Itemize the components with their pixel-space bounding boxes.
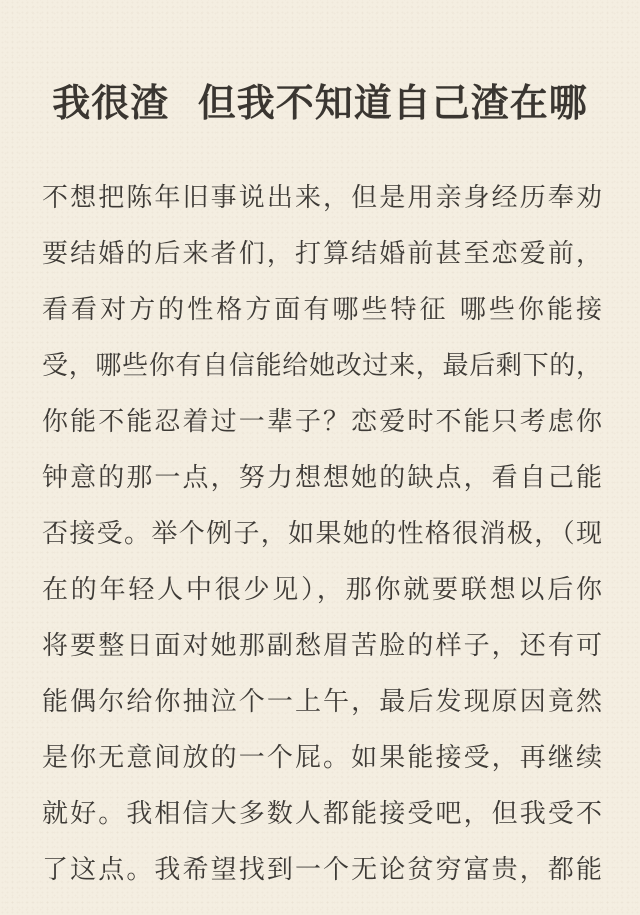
body-line: 了这点。我希望找到一个无论贫穷富贵，都能 (42, 855, 602, 885)
body-line: 看看对方的性格方面有哪些特征 哪些你能接 (42, 295, 602, 325)
body-line: 你能不能忍着过一辈子？恋爱时不能只考虑你 (42, 407, 602, 437)
body-line: 受，哪些你有自信能给她改过来，最后剩下的， (42, 351, 602, 381)
body-line: 要结婚的后来者们，打算结婚前甚至恋爱前， (42, 239, 602, 269)
body-line: 将要整日面对她那副愁眉苦脸的样子，还有可 (42, 631, 602, 661)
article-title: 我很渣 但我不知道自己渣在哪 (52, 81, 588, 125)
article-body (42, 176, 602, 904)
body-line: 钟意的那一点，努力想想她的缺点，看自己能 (42, 463, 602, 493)
body-line: 在的年轻人中很少见），那你就要联想以后你 (42, 575, 602, 605)
body-line: 是你无意间放的一个屁。如果能接受，再继续 (42, 743, 602, 773)
body-line: 就好。我相信大多数人都能接受吧，但我受不 (42, 799, 602, 829)
body-line: 不想把陈年旧事说出来，但是用亲身经历奉劝 (42, 183, 602, 213)
body-line: 否接受。举个例子，如果她的性格很消极，（现 (42, 519, 602, 549)
body-line: 能偶尔给你抽泣个一上午，最后发现原因竟然 (42, 687, 602, 717)
